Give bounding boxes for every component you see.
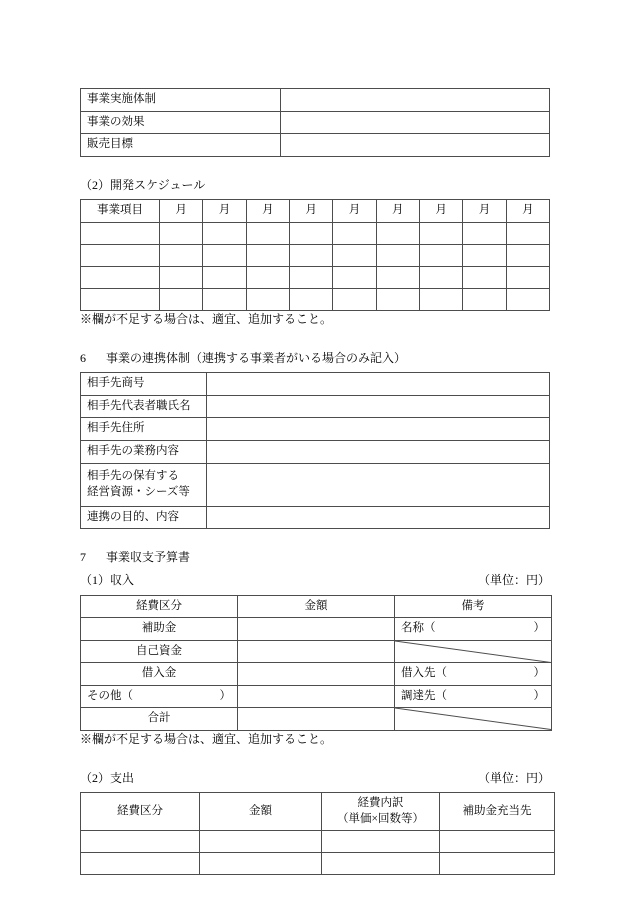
income-kubun-prefix: その他（	[87, 689, 133, 702]
table-row	[81, 640, 552, 663]
row-value	[281, 97, 549, 103]
row-value-cell[interactable]	[207, 463, 550, 506]
expense-breakdown-cell[interactable]	[322, 831, 440, 853]
schedule-header-item: 事業項目	[81, 200, 160, 223]
row-label-cell	[81, 111, 281, 134]
diagonal-strike-icon	[395, 708, 551, 730]
row-label-cell	[81, 463, 207, 506]
expense-subheading-row	[80, 770, 550, 787]
table-row	[81, 222, 550, 244]
schedule-header-month: 月	[246, 200, 289, 223]
income-kubun-label: 借入金	[141, 667, 177, 680]
income-bikou-cell[interactable]	[395, 618, 552, 641]
schedule-header-month: 月	[203, 200, 246, 223]
expense-header-kingaku: 金額	[200, 793, 322, 831]
schedule-item-cell[interactable]	[81, 288, 160, 310]
income-kubun-suffix: ）	[219, 689, 231, 702]
table-row	[81, 418, 550, 441]
income-total-value	[238, 716, 394, 722]
table-row	[81, 831, 555, 853]
diagonal-strike-icon	[395, 641, 551, 663]
table-row	[81, 111, 550, 134]
schedule-month-cell[interactable]	[333, 244, 376, 266]
schedule-table	[80, 199, 550, 311]
schedule-header-month: 月	[419, 200, 462, 223]
schedule-month-cell[interactable]	[419, 288, 462, 310]
expense-heading: （2）支出	[80, 770, 135, 785]
expense-kubun-cell[interactable]	[81, 831, 200, 853]
income-amount-value	[238, 626, 394, 632]
schedule-header-month: 月	[289, 200, 332, 223]
schedule-month-cell[interactable]	[160, 266, 203, 288]
income-unit-label: （単位：円）	[477, 572, 550, 587]
income-table	[80, 595, 552, 731]
income-kubun-cell	[81, 640, 238, 663]
row-label: 連携の目的、内容	[87, 510, 179, 523]
row-value-cell[interactable]	[281, 89, 550, 112]
row-label-cell	[81, 373, 207, 396]
schedule-month-cell[interactable]	[463, 244, 506, 266]
income-note: ※欄が不足する場合は、適宜、追加すること。	[80, 731, 333, 746]
row-value-cell[interactable]	[207, 418, 550, 441]
schedule-month-cell[interactable]	[160, 288, 203, 310]
expense-unit-label: （単位：円）	[477, 770, 550, 785]
schedule-item-cell[interactable]	[81, 244, 160, 266]
table-row	[81, 663, 552, 686]
row-label-cell	[81, 441, 207, 464]
schedule-month-cell[interactable]	[246, 266, 289, 288]
schedule-month-cell[interactable]	[289, 288, 332, 310]
row-value-cell[interactable]	[207, 373, 550, 396]
expense-amount-cell[interactable]	[200, 831, 322, 853]
schedule-month-cell[interactable]	[289, 266, 332, 288]
income-kubun-cell	[81, 618, 238, 641]
schedule-month-cell[interactable]	[246, 244, 289, 266]
income-bikou-struck-cell	[395, 708, 552, 731]
section-6-number: 6	[80, 350, 86, 365]
row-value	[207, 514, 549, 520]
income-bikou-cell[interactable]	[395, 663, 552, 686]
schedule-month-cell[interactable]	[506, 288, 549, 310]
partner-table	[80, 372, 550, 529]
row-value	[207, 404, 549, 410]
income-bikou-suffix: ）	[533, 667, 545, 680]
expense-header-kubun: 経費区分	[81, 793, 200, 831]
spacer	[80, 529, 550, 549]
spacer	[80, 748, 550, 770]
schedule-month-cell[interactable]	[376, 222, 419, 244]
income-bikou-prefix: 名称（	[401, 622, 436, 635]
income-bikou-cell[interactable]	[395, 685, 552, 708]
income-total-amount-cell[interactable]	[238, 708, 395, 731]
table-header-row	[81, 595, 552, 618]
schedule-month-cell[interactable]	[203, 266, 246, 288]
row-label: 事業の効果	[87, 115, 145, 128]
row-value	[207, 381, 549, 387]
schedule-month-cell[interactable]	[376, 244, 419, 266]
expense-header-allocation: 補助金充当先	[440, 793, 555, 831]
income-kubun-cell	[81, 663, 238, 686]
table-row	[81, 266, 550, 288]
schedule-month-cell[interactable]	[333, 288, 376, 310]
income-bikou-suffix: ）	[533, 622, 545, 635]
table-row	[81, 134, 550, 157]
section-7-heading	[80, 549, 550, 566]
table-row	[81, 395, 550, 418]
schedule-month-cell[interactable]	[246, 222, 289, 244]
income-total-label: 合計	[147, 712, 171, 725]
schedule-note: ※欄が不足する場合は、適宜、追加すること。	[80, 311, 333, 326]
spacer	[80, 328, 550, 350]
schedule-month-cell[interactable]	[376, 288, 419, 310]
document-content	[80, 88, 550, 875]
income-amount-value	[238, 671, 394, 677]
income-bikou-prefix: 借入先（	[401, 667, 447, 680]
table-row	[81, 708, 552, 731]
table-row	[81, 288, 550, 310]
table-row	[81, 441, 550, 464]
expense-header-breakdown: 経費内訳 （単価×回数等）	[322, 793, 440, 831]
schedule-month-cell[interactable]	[289, 222, 332, 244]
schedule-month-cell[interactable]	[333, 222, 376, 244]
income-header-kubun: 経費区分	[81, 595, 238, 618]
expense-allocation-cell[interactable]	[440, 853, 555, 875]
table-row	[81, 89, 550, 112]
income-subheading-row	[80, 572, 550, 589]
income-amount-cell[interactable]	[238, 618, 395, 641]
row-label: 相手先商号	[87, 377, 145, 390]
row-value	[207, 449, 549, 455]
row-label: 相手先の業務内容	[87, 445, 179, 457]
row-value-cell[interactable]	[281, 134, 550, 157]
expense-allocation-cell[interactable]	[440, 831, 555, 853]
schedule-month-cell[interactable]	[160, 222, 203, 244]
schedule-header-month: 月	[333, 200, 376, 223]
expense-table	[80, 792, 555, 875]
income-amount-cell[interactable]	[238, 640, 395, 663]
row-label-cell	[81, 134, 281, 157]
schedule-heading: （2）開発スケジュール	[80, 177, 206, 192]
section-7-title: 事業収支予算書	[106, 550, 191, 565]
row-value	[281, 142, 549, 148]
expense-amount-cell[interactable]	[200, 853, 322, 875]
income-amount-value	[238, 648, 394, 654]
basic-info-table	[80, 88, 550, 157]
table-header-row	[81, 200, 550, 223]
schedule-item-cell[interactable]	[81, 266, 160, 288]
income-amount-value	[238, 693, 394, 699]
schedule-header-month: 月	[160, 200, 203, 223]
row-value-cell[interactable]	[281, 111, 550, 134]
table-row	[81, 244, 550, 266]
income-header-kingaku: 金額	[238, 595, 395, 618]
schedule-month-cell[interactable]	[203, 288, 246, 310]
income-kubun-other-cell[interactable]	[81, 685, 238, 708]
schedule-month-cell[interactable]	[203, 244, 246, 266]
income-heading: （1）収入	[80, 572, 135, 587]
row-label-cell	[81, 89, 281, 112]
schedule-month-cell[interactable]	[463, 288, 506, 310]
income-amount-cell[interactable]	[238, 663, 395, 686]
schedule-month-cell[interactable]	[289, 244, 332, 266]
schedule-month-cell[interactable]	[419, 266, 462, 288]
income-bikou-suffix: ）	[533, 689, 545, 702]
row-label: 相手先住所	[87, 422, 145, 435]
table-row	[81, 506, 550, 529]
schedule-month-cell[interactable]	[506, 266, 549, 288]
row-label: 事業実施体制	[87, 93, 156, 105]
row-value	[207, 482, 549, 488]
schedule-month-cell[interactable]	[333, 266, 376, 288]
row-label: 相手先代表者職氏名	[87, 399, 191, 412]
expense-breakdown-cell[interactable]	[322, 853, 440, 875]
table-row	[81, 853, 555, 875]
row-label-line2: 経営資源・シーズ等	[87, 485, 190, 498]
row-label-cell	[81, 418, 207, 441]
income-kubun-label: 自己資金	[136, 644, 182, 657]
schedule-header-month: 月	[463, 200, 506, 223]
schedule-item-cell[interactable]	[81, 222, 160, 244]
income-amount-cell[interactable]	[238, 685, 395, 708]
schedule-month-cell[interactable]	[203, 222, 246, 244]
income-bikou-prefix: 調達先（	[401, 689, 447, 702]
row-value-cell[interactable]	[207, 506, 550, 529]
row-label-cell	[81, 506, 207, 529]
table-row	[81, 463, 550, 506]
row-label-line1: 相手先の保有する	[87, 470, 179, 482]
section-6-heading	[80, 350, 550, 367]
row-value-cell[interactable]	[207, 395, 550, 418]
schedule-month-cell[interactable]	[419, 244, 462, 266]
section-7-number: 7	[80, 550, 86, 565]
table-row	[81, 618, 552, 641]
income-kubun-label: 補助金	[141, 622, 177, 635]
schedule-month-cell[interactable]	[419, 222, 462, 244]
income-bikou-struck-cell	[395, 640, 552, 663]
spacer	[80, 157, 550, 177]
schedule-month-cell[interactable]	[463, 222, 506, 244]
schedule-month-cell[interactable]	[246, 288, 289, 310]
schedule-month-cell[interactable]	[160, 244, 203, 266]
row-value	[207, 426, 549, 432]
row-value	[281, 119, 549, 125]
table-row	[81, 685, 552, 708]
income-header-bikou: 備考	[395, 595, 552, 618]
schedule-month-cell[interactable]	[506, 222, 549, 244]
schedule-month-cell[interactable]	[463, 266, 506, 288]
section-6-title: 事業の連携体制（連携する事業者がいる場合のみ記入）	[106, 350, 407, 365]
row-label: 販売目標	[87, 138, 133, 151]
schedule-header-month: 月	[376, 200, 419, 223]
table-row	[81, 373, 550, 396]
row-value-cell[interactable]	[207, 441, 550, 464]
expense-kubun-cell[interactable]	[81, 853, 200, 875]
row-label-cell	[81, 395, 207, 418]
income-total-label-cell	[81, 708, 238, 731]
schedule-header-month: 月	[506, 200, 549, 223]
schedule-month-cell[interactable]	[506, 244, 549, 266]
schedule-month-cell[interactable]	[376, 266, 419, 288]
table-header-row	[81, 793, 555, 831]
